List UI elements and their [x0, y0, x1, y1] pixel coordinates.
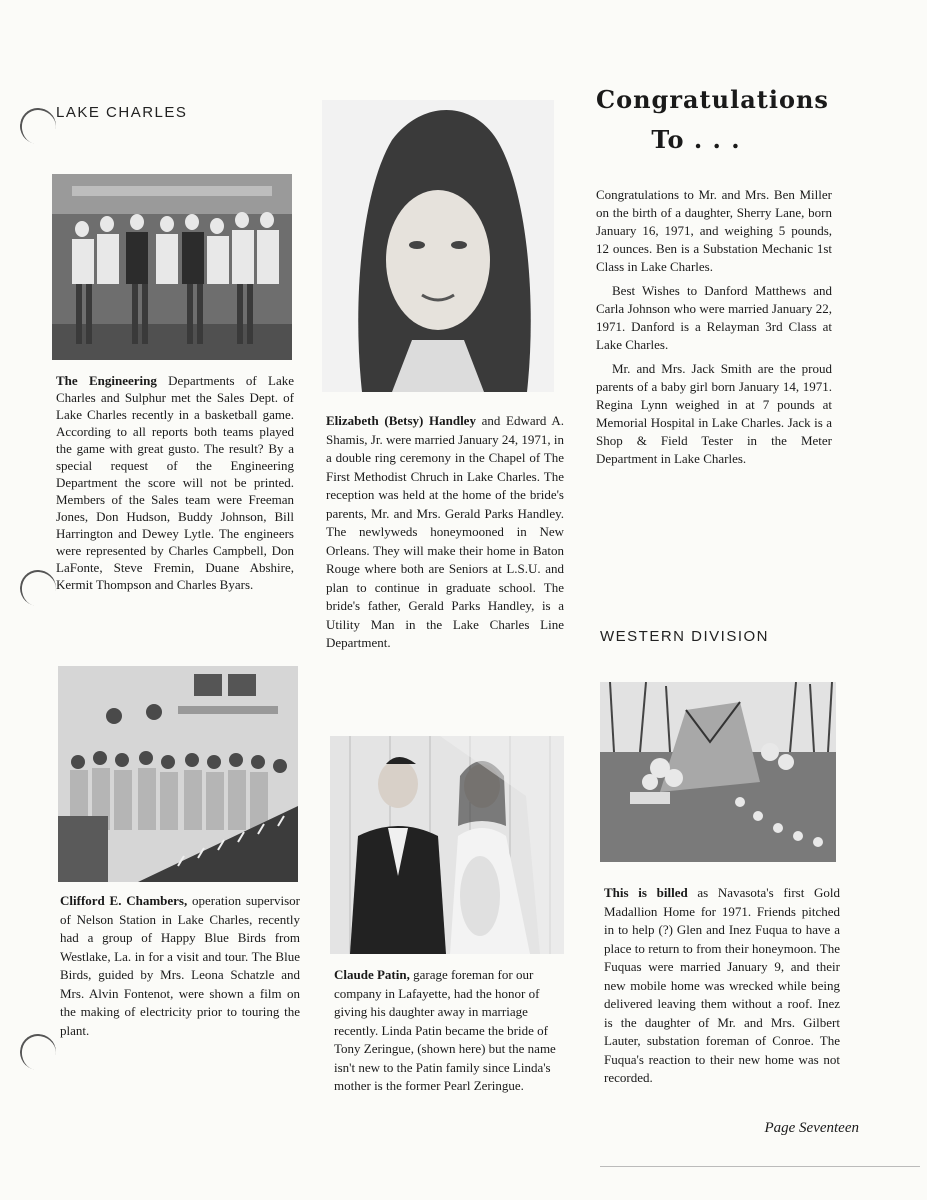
caption-patin [334, 966, 572, 1096]
congratulations-title-line2: To . . . [651, 125, 741, 154]
caption-handley-text: and Edward A. Shamis, Jr. were married January 24, 1971, in a double ring ceremony in the Chapel of The First Methodist Chruch in Lake Charles. The reception was held at the home of the bride's parents, Mr. and Mrs. Gerald Parks Handley. The newlyweds honeymooned in New Orleans. They will make their home in Baton Rouge where both are Seniors at L.S.U. and plan to continue in graduate school. The bride's father, Gerald Parks Handley, is a Utility Man in the Lake Charles Line Department. [326, 413, 564, 650]
congratulations-paragraph-1: Congratulations to Mr. and Mrs. Ben Miller on the birth of a daughter, Sherry Lane, born January 16, 1971, and weighing 5 pounds, 12 ounces. Ben is a Substation Mechanic 1st Class in Lake Charles. [596, 187, 832, 274]
photo-basketball-teams [52, 174, 292, 360]
caption-chambers [60, 892, 300, 1040]
section-title-lake-charles: LAKE CHARLES [56, 104, 188, 121]
congratulations-title-line1: Congratulations [596, 85, 829, 114]
caption-patin-lead: Claude Patin, [334, 967, 410, 982]
caption-engineering-text: Departments of Lake Charles and Sulphur met the Sales Dept. of Lake Charles recently in a basketball game. According to all reports both teams played the game with great gusto. The result? By a special request of the Engineering Department the score will not be printed. Members of the Sales team were Freeman Jones, Don Hudson, Buddy Johnson, Bill Harrington and Dewey Lytle. The engineers were represented by Charles Campbell, Don LaFonte, Steve Fremin, Duane Abshire, Kermit Thompson and Charles Byars. [56, 373, 294, 592]
photo-wrecked-mobile-home [600, 682, 836, 862]
photo-patin-wedding [330, 736, 564, 954]
binder-hole [17, 567, 59, 609]
page-number: Page Seventeen [764, 1120, 859, 1136]
congratulations-heading [596, 80, 829, 160]
photo-blue-birds-group [58, 666, 298, 882]
congratulations-paragraph-3: Mr. and Mrs. Jack Smith are the proud parents of a baby girl born January 14, 1971. Regina Lynn weighed in at 7 pounds at Memorial Hospital in Lake Charles. Jack is a Shop & Field Tester in the Meter Department in Lake Charles. [596, 361, 832, 466]
caption-navasota-lead: This is billed [604, 885, 688, 900]
caption-chambers-lead: Clifford E. Chambers, [60, 893, 188, 908]
footer-rule [600, 1166, 920, 1167]
caption-engineering-lead: The Engineering [56, 373, 157, 388]
caption-navasota [604, 884, 840, 1088]
caption-patin-text: garage foreman for our company in Lafayette, had the honor of giving his daughter away in marriage recently. Linda Patin became the bride of Tony Zeringue, (shown here) but the name isn't new to the Patin family since Linda's mother is the former Pearl Zeringue. [334, 967, 556, 1093]
caption-chambers-text: operation supervisor of Nelson Station in Lake Charles, recently had a group of Happy Blue Birds from Westlake, La. in for a visit and tour. The Blue Birds, guided by Mrs. Leona Schatzle and Mrs. Alvin Fontenot, were shown a film on the making of electricity prior to touring the plant. [60, 893, 300, 1038]
congratulations-text [596, 186, 832, 474]
caption-navasota-text: as Navasota's first Gold Madallion Home for 1971. Friends pitched in to help (?) Glen and Inez Fuqua to have a place to return to from their honeymoon. The Fuquas were married January 9, and their new mobile home was wrecked while being delivered leaving them without a roof. Inez is the daughter of Mr. and Mrs. Gilbert Lauter, substation foreman of Conroe. The Fuqua's reaction to their new home was not recorded. [604, 885, 841, 1085]
binder-hole [17, 105, 59, 147]
section-title-western-division: WESTERN DIVISION [600, 628, 770, 645]
caption-handley-lead: Elizabeth (Betsy) Handley [326, 413, 476, 428]
caption-engineering [56, 372, 294, 593]
caption-handley [326, 412, 564, 653]
congratulations-paragraph-2: Best Wishes to Danford Matthews and Carla Johnson who were married January 22, 1971. Danford is a Relayman 3rd Class at Lake Charles. [596, 283, 832, 352]
binder-hole [17, 1031, 59, 1073]
photo-betsy-handley-portrait [322, 100, 554, 392]
